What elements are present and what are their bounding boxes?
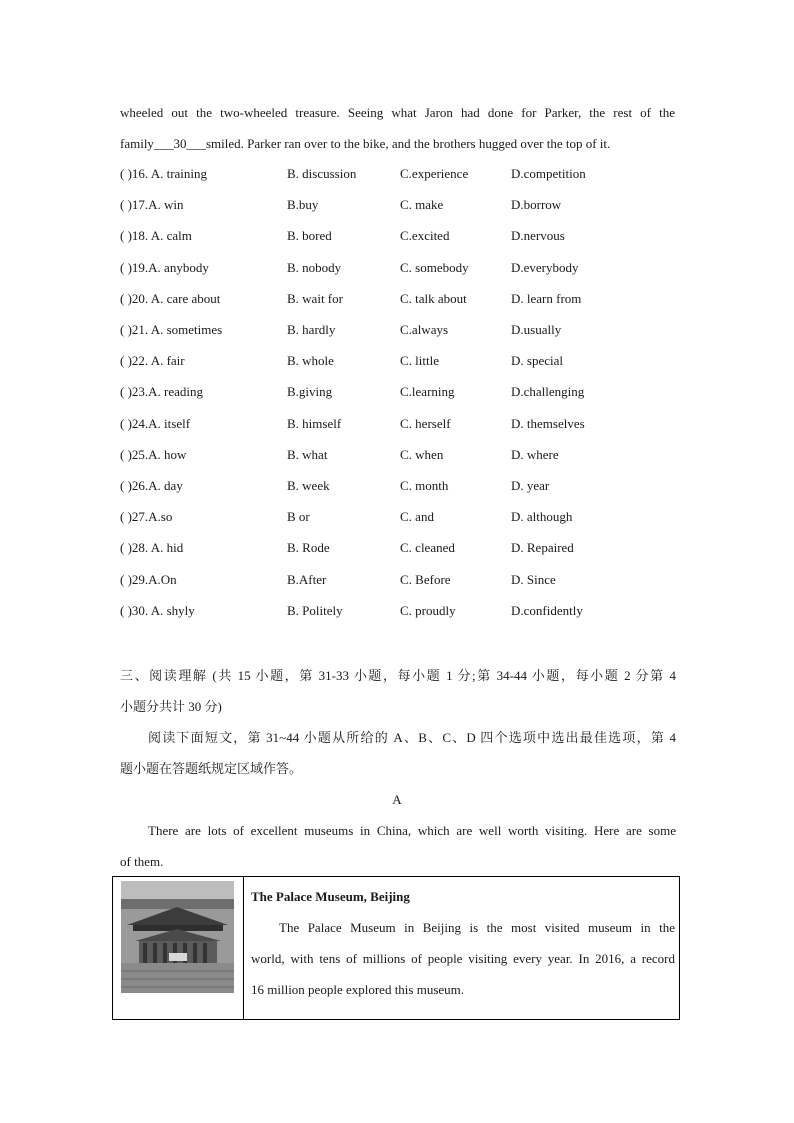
option-b: B.buy (287, 197, 319, 212)
option-d: D. special (511, 353, 563, 368)
option-d: D. year (511, 478, 550, 493)
option-c: C. somebody (400, 260, 469, 275)
option-d: D.everybody (511, 260, 579, 275)
option-c: C. month (400, 478, 449, 493)
option-c: C. when (400, 447, 444, 462)
question-number-and-option-a: ( )21. A. sometimes (120, 322, 223, 337)
passage-a-intro-line-2: of them. (120, 854, 164, 869)
option-c: C.excited (400, 228, 450, 243)
option-d: D.usually (511, 322, 562, 337)
option-c: C. herself (400, 416, 451, 431)
question-number-and-option-a: ( )28. A. hid (120, 540, 184, 555)
passage-text-smiled: smiled. Parker ran over to the bike, and the brothers hugged over the top of it. (205, 136, 611, 151)
option-d: D.confidently (511, 603, 583, 618)
passage-text-family: family (120, 136, 154, 151)
option-c: C.learning (400, 384, 455, 399)
question-number-and-option-a: ( )27.A.so (120, 509, 173, 524)
question-number-and-option-a: ( )26.A. day (120, 478, 183, 493)
question-number-and-option-a: ( )23.A. reading (120, 384, 204, 399)
option-d: D.challenging (511, 384, 585, 399)
question-number-and-option-a: ( )25.A. how (120, 447, 187, 462)
option-d: D. themselves (511, 416, 585, 431)
section-3-instructions-line-2: 题小题在答题纸规定区域作答。 (120, 761, 303, 776)
option-c: C. little (400, 353, 439, 368)
option-c: C.always (400, 322, 449, 337)
option-b: B.giving (287, 384, 333, 399)
question-number-and-option-a: ( )29.A.On (120, 572, 177, 587)
section-3-heading: 三、阅读理解 (共 15 小题，第 31-33 小题，每小题 1 分;第 34-44 小题，每小题 2 分第 4 (120, 668, 676, 683)
option-d: D. although (511, 509, 573, 524)
passage-label: A (392, 792, 402, 807)
option-b: B. whole (287, 353, 334, 368)
palace-photo-graphic (121, 881, 234, 993)
question-number-and-option-a: ( )19.A. anybody (120, 260, 209, 275)
table-divider (243, 877, 244, 1019)
option-c: C. proudly (400, 603, 456, 618)
option-b: B. bored (287, 228, 332, 243)
museum-description (251, 881, 675, 1005)
question-number-and-option-a: ( )22. A. fair (120, 353, 185, 368)
option-c: C. make (400, 197, 444, 212)
option-b: B. hardly (287, 322, 336, 337)
option-b: B. week (287, 478, 330, 493)
option-b: B. himself (287, 416, 342, 431)
passage-line-1: wheeled out the two-wheeled treasure. Seeing what Jaron had done for Parker, the rest of the (120, 105, 675, 120)
option-d: D. where (511, 447, 559, 462)
museum-line-2: world, with tens of millions of people visiting every year. In 2016, a record (251, 951, 675, 966)
option-b: B. what (287, 447, 328, 462)
option-c: C.experience (400, 166, 469, 181)
option-b: B. Rode (287, 540, 330, 555)
option-d: D.borrow (511, 197, 562, 212)
option-c: C. and (400, 509, 434, 524)
section-3-instructions: 阅读下面短文，第 31~44 小题从所给的 A、B、C、D 四个选项中选出最佳选项，第 4 (148, 730, 676, 745)
question-number-and-option-a: ( )18. A. calm (120, 228, 192, 243)
palace-museum-photo (121, 881, 234, 993)
option-b: B or (287, 509, 310, 524)
museum-title: The Palace Museum, Beijing (251, 889, 410, 904)
option-c: C. talk about (400, 291, 467, 306)
passage-a-intro: There are lots of excellent museums in China, which are well worth visiting. Here are some (148, 823, 676, 838)
museum-table (112, 876, 680, 1020)
option-d: D. Since (511, 572, 556, 587)
option-d: D. learn from (511, 291, 582, 306)
option-b: B. nobody (287, 260, 342, 275)
option-b: B.After (287, 572, 327, 587)
question-number-and-option-a: ( )16. A. training (120, 166, 208, 181)
option-d: D.competition (511, 166, 586, 181)
option-d: D. Repaired (511, 540, 574, 555)
section-3-heading-line-2: 小题分共计 30 分) (120, 699, 222, 714)
question-number-and-option-a: ( )24.A. itself (120, 416, 191, 431)
museum-line-3: 16 million people explored this museum. (251, 982, 465, 997)
passage-line-2 (120, 128, 675, 159)
museum-line-1: The Palace Museum in Beijing is the most visited museum in the (279, 920, 675, 935)
option-b: B. Politely (287, 603, 343, 618)
question-number-and-option-a: ( )20. A. care about (120, 291, 221, 306)
option-b: B. wait for (287, 291, 343, 306)
option-d: D.nervous (511, 228, 565, 243)
option-b: B. discussion (287, 166, 357, 181)
option-c: C. cleaned (400, 540, 455, 555)
question-number-and-option-a: ( )30. A. shyly (120, 603, 195, 618)
option-c: C. Before (400, 572, 451, 587)
question-number-and-option-a: ( )17.A. win (120, 197, 184, 212)
blank-30: ___30___ (153, 136, 206, 151)
